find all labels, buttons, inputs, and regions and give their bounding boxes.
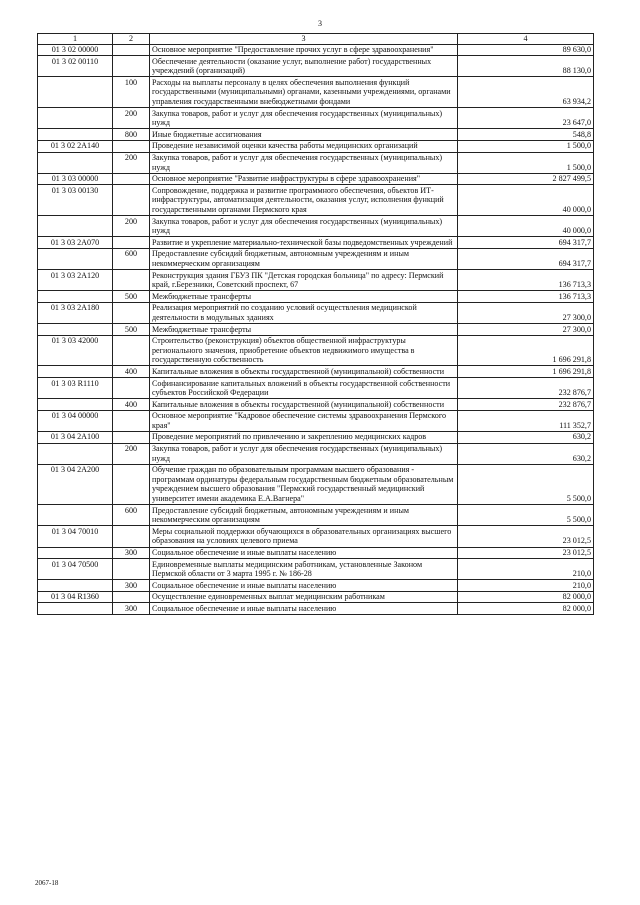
row-code [38, 248, 113, 269]
table-row [38, 580, 594, 592]
table-row [38, 324, 594, 336]
table-row [38, 237, 594, 249]
row-name: Закупка товаров, работ и услуг для обеспечения государственных (муниципальных) нужд [150, 443, 458, 464]
column-header-name: 3 [150, 34, 458, 45]
row-expense-type [113, 44, 150, 56]
row-amount: 23 012,5 [458, 547, 594, 559]
table-row [38, 152, 594, 173]
row-amount: 27 300,0 [458, 302, 594, 323]
table-body [38, 44, 594, 614]
row-code [38, 129, 113, 141]
row-name: Межбюджетные трансферты [150, 291, 458, 303]
row-expense-type [113, 140, 150, 152]
table-row [38, 464, 594, 504]
row-name: Иные бюджетные ассигнования [150, 129, 458, 141]
row-name: Закупка товаров, работ и услуг для обеспечения государственных (муниципальных) нужд [150, 108, 458, 129]
row-expense-type: 200 [113, 108, 150, 129]
row-name: Расходы на выплаты персоналу в целях обеспечения выполнения функций государственными (муниципальными) органами, казенными учреждениями, органами управления государственными внебюджетными фондами [150, 77, 458, 108]
row-code [38, 399, 113, 411]
row-amount: 1 500,0 [458, 140, 594, 152]
row-code [38, 108, 113, 129]
row-expense-type [113, 431, 150, 443]
row-expense-type [113, 335, 150, 366]
row-amount: 5 500,0 [458, 464, 594, 504]
row-amount: 694 317,7 [458, 237, 594, 249]
table-row [38, 410, 594, 431]
table-row [38, 302, 594, 323]
row-amount: 27 300,0 [458, 324, 594, 336]
row-expense-type [113, 237, 150, 249]
row-expense-type [113, 302, 150, 323]
table-row [38, 77, 594, 108]
row-amount: 82 000,0 [458, 591, 594, 603]
table-row [38, 335, 594, 366]
row-name: Строительство (реконструкция) объектов общественной инфраструктуры регионального значения, приобретение объектов недвижимого имущества в государственную собственность [150, 335, 458, 366]
row-code [38, 443, 113, 464]
row-expense-type [113, 378, 150, 399]
row-amount: 1 696 291,8 [458, 335, 594, 366]
row-code: 01 3 04 2А100 [38, 431, 113, 443]
row-expense-type [113, 410, 150, 431]
column-header-amount: 4 [458, 34, 594, 45]
row-code: 01 3 04 2А200 [38, 464, 113, 504]
row-amount: 1 696 291,8 [458, 366, 594, 378]
table-row [38, 44, 594, 56]
row-expense-type: 400 [113, 366, 150, 378]
row-name: Единовременные выплаты медицинским работникам, установленные Законом Пермской области от 3 марта 1995 г. № 186-28 [150, 559, 458, 580]
row-name: Обеспечение деятельности (оказание услуг, выполнение работ) государственных учреждений (организаций) [150, 56, 458, 77]
table-row [38, 603, 594, 615]
row-code [38, 152, 113, 173]
table-row [38, 173, 594, 185]
column-header-row [38, 34, 594, 45]
row-name: Проведение независимой оценки качества работы медицинских организаций [150, 140, 458, 152]
row-code: 01 3 02 00110 [38, 56, 113, 77]
table-row [38, 270, 594, 291]
row-name: Сопровождение, поддержка и развитие программного обеспечения, объектов ИТ-инфраструктуры, автоматизация деятельности, оказания услуг, исполнения функций государственными органами Пермского края [150, 185, 458, 216]
row-amount: 63 934,2 [458, 77, 594, 108]
row-code [38, 77, 113, 108]
row-name: Межбюджетные трансферты [150, 324, 458, 336]
table-row [38, 248, 594, 269]
row-code: 01 3 04 70010 [38, 526, 113, 547]
row-amount: 630,2 [458, 443, 594, 464]
row-amount: 210,0 [458, 580, 594, 592]
row-code [38, 216, 113, 237]
table-row [38, 129, 594, 141]
table-row [38, 399, 594, 411]
budget-table [37, 33, 594, 615]
table-row [38, 291, 594, 303]
row-expense-type [113, 173, 150, 185]
row-amount: 82 000,0 [458, 603, 594, 615]
row-amount: 23 012,5 [458, 526, 594, 547]
row-expense-type: 100 [113, 77, 150, 108]
row-expense-type [113, 185, 150, 216]
row-name: Социальное обеспечение и иные выплаты населению [150, 547, 458, 559]
row-expense-type [113, 526, 150, 547]
row-amount: 136 713,3 [458, 291, 594, 303]
table-row [38, 185, 594, 216]
row-expense-type: 600 [113, 505, 150, 526]
row-name: Проведение мероприятий по привлечению и закреплению медицинских кадров [150, 431, 458, 443]
table-row [38, 216, 594, 237]
row-code [38, 324, 113, 336]
row-expense-type: 200 [113, 443, 150, 464]
row-expense-type: 800 [113, 129, 150, 141]
row-amount: 232 876,7 [458, 399, 594, 411]
row-expense-type [113, 559, 150, 580]
row-code [38, 580, 113, 592]
document-code: 2067-18 [35, 879, 59, 887]
row-code [38, 366, 113, 378]
table-row [38, 366, 594, 378]
table-row [38, 140, 594, 152]
page-number: 3 [318, 19, 322, 28]
row-name: Предоставление субсидий бюджетным, автономным учреждениям и иным некоммерческим организациям [150, 505, 458, 526]
row-name: Капитальные вложения в объекты государственной (муниципальной) собственности [150, 399, 458, 411]
row-name: Меры социальной поддержки обучающихся в образовательных организациях высшего образования на условиях целевого приема [150, 526, 458, 547]
row-amount: 88 130,0 [458, 56, 594, 77]
table-row [38, 108, 594, 129]
row-name: Социальное обеспечение и иные выплаты населению [150, 580, 458, 592]
row-code: 01 3 03 2А180 [38, 302, 113, 323]
row-expense-type [113, 270, 150, 291]
row-code: 01 3 04 R1360 [38, 591, 113, 603]
column-header-type: 2 [113, 34, 150, 45]
row-code: 01 3 02 00000 [38, 44, 113, 56]
row-code [38, 505, 113, 526]
table-row [38, 56, 594, 77]
table-row [38, 547, 594, 559]
row-amount: 232 876,7 [458, 378, 594, 399]
row-expense-type: 600 [113, 248, 150, 269]
row-expense-type: 300 [113, 547, 150, 559]
row-expense-type: 300 [113, 603, 150, 615]
row-amount: 694 317,7 [458, 248, 594, 269]
row-amount: 23 647,0 [458, 108, 594, 129]
table-row [38, 378, 594, 399]
row-amount: 136 713,3 [458, 270, 594, 291]
row-expense-type: 200 [113, 152, 150, 173]
row-name: Предоставление субсидий бюджетным, автономным учреждениям и иным некоммерческим организациям [150, 248, 458, 269]
row-code: 01 3 03 2А070 [38, 237, 113, 249]
row-name: Основное мероприятие "Развитие инфраструктуры в сфере здравоохранения" [150, 173, 458, 185]
column-header-code: 1 [38, 34, 113, 45]
row-name: Обучение граждан по образовательным программам высшего образования - программам ординатуры федеральным государственным бюджетным образовательным учреждением высшего образования "Пермский государственный медицинский университет имени академика Е.А.Вагнера" [150, 464, 458, 504]
row-name: Закупка товаров, работ и услуг для обеспечения государственных (муниципальных) нужд [150, 152, 458, 173]
row-expense-type: 500 [113, 324, 150, 336]
row-name: Развитие и укрепление материально-технической базы подведомственных учреждений [150, 237, 458, 249]
row-amount: 2 827 499,5 [458, 173, 594, 185]
row-code [38, 547, 113, 559]
row-expense-type: 300 [113, 580, 150, 592]
row-expense-type [113, 56, 150, 77]
row-amount: 1 500,0 [458, 152, 594, 173]
row-name: Осуществление единовременных выплат медицинским работникам [150, 591, 458, 603]
row-code: 01 3 02 2А140 [38, 140, 113, 152]
row-amount: 89 630,0 [458, 44, 594, 56]
row-code: 01 3 04 00000 [38, 410, 113, 431]
row-code [38, 291, 113, 303]
row-code: 01 3 03 2А120 [38, 270, 113, 291]
table-row [38, 443, 594, 464]
row-name: Реализация мероприятий по созданию условий осуществления медицинской деятельности в модульных зданиях [150, 302, 458, 323]
row-name: Софинансирование капитальных вложений в объекты государственной собственности субъектов Российской Федерации [150, 378, 458, 399]
row-amount: 40 000,0 [458, 216, 594, 237]
table-row [38, 559, 594, 580]
row-amount: 5 500,0 [458, 505, 594, 526]
row-code: 01 3 03 R1110 [38, 378, 113, 399]
row-name: Реконструкция здания ГБУЗ ПК "Детская городская больница" по адресу: Пермский край, г.Березники, Советский проспект, 67 [150, 270, 458, 291]
table-row [38, 591, 594, 603]
row-expense-type: 500 [113, 291, 150, 303]
row-expense-type [113, 464, 150, 504]
row-name: Основное мероприятие "Предоставление прочих услуг в сфере здравоохранения" [150, 44, 458, 56]
row-code: 01 3 03 00000 [38, 173, 113, 185]
row-expense-type: 200 [113, 216, 150, 237]
row-expense-type: 400 [113, 399, 150, 411]
table-row [38, 505, 594, 526]
row-amount: 40 000,0 [458, 185, 594, 216]
table-row [38, 431, 594, 443]
row-code: 01 3 03 42000 [38, 335, 113, 366]
row-code [38, 603, 113, 615]
row-amount: 548,8 [458, 129, 594, 141]
row-name: Закупка товаров, работ и услуг для обеспечения государственных (муниципальных) нужд [150, 216, 458, 237]
table-row [38, 526, 594, 547]
row-name: Капитальные вложения в объекты государственной (муниципальной) собственности [150, 366, 458, 378]
row-amount: 111 352,7 [458, 410, 594, 431]
row-amount: 210,0 [458, 559, 594, 580]
row-code: 01 3 04 70500 [38, 559, 113, 580]
row-expense-type [113, 591, 150, 603]
row-amount: 630,2 [458, 431, 594, 443]
row-name: Социальное обеспечение и иные выплаты населению [150, 603, 458, 615]
row-code: 01 3 03 00130 [38, 185, 113, 216]
row-name: Основное мероприятие "Кадровое обеспечение системы здравоохранения Пермского края" [150, 410, 458, 431]
